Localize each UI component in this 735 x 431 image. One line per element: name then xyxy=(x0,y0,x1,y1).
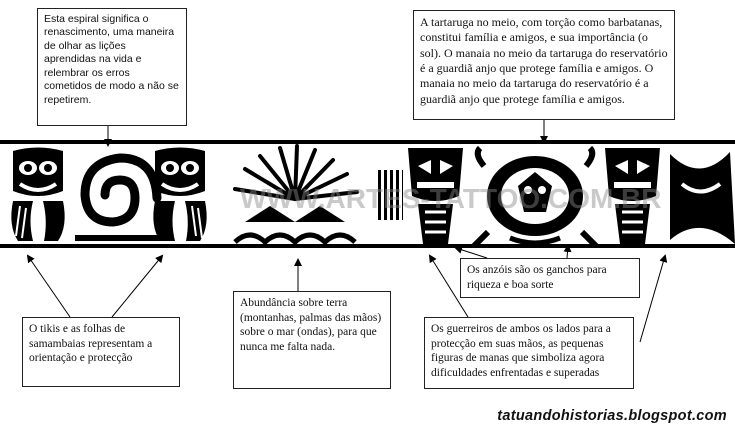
abundance-note-box: Abundância sobre terra (montanhas, palmas das mãos) sobre o mar (ondas), para que nunca me falta nada. xyxy=(233,291,391,389)
polynesian-tattoo-band xyxy=(0,140,735,252)
tiki-right-icon xyxy=(153,148,206,242)
hooks-note-box: Os anzóis são os ganchos para riqueza e boa sorte xyxy=(460,258,640,298)
blog-credit: tatuandohistorias.blogspot.com xyxy=(497,408,727,424)
spiral-note-box: Esta espiral significa o renascimento, uma maneira de olhar as lições aprendidas na vida e relembrar os erros cometidos de modo a não se repetirem. xyxy=(37,8,187,126)
watermark-text: WWW.ARTES-TATTOO.COM.BR xyxy=(240,183,662,214)
warriors-note-box: Os guerreiros de ambos os lados para a protecção em suas mãos, as pequenas figuras de manas que simboliza agora dificuldades enfrentadas e superadas xyxy=(424,317,634,389)
tikis-note-box: O tikis e as folhas de samambaias representam a orientação e protecção xyxy=(22,317,180,387)
spiral-icon xyxy=(75,158,165,238)
tiki-left-icon xyxy=(11,148,64,242)
turtle-note-box: A tartaruga no meio, com torção como barbatanas, constitui família e amigos, e sua importância (o sol). O manaia no meio da tartaruga do reservatório é a guardiã anjo que protege família e amigos. O manaia no meio da tartaruga do reservatório é a guardiã anjo que protege família e amigos. xyxy=(413,10,675,120)
edge-wave-icon xyxy=(670,152,735,244)
